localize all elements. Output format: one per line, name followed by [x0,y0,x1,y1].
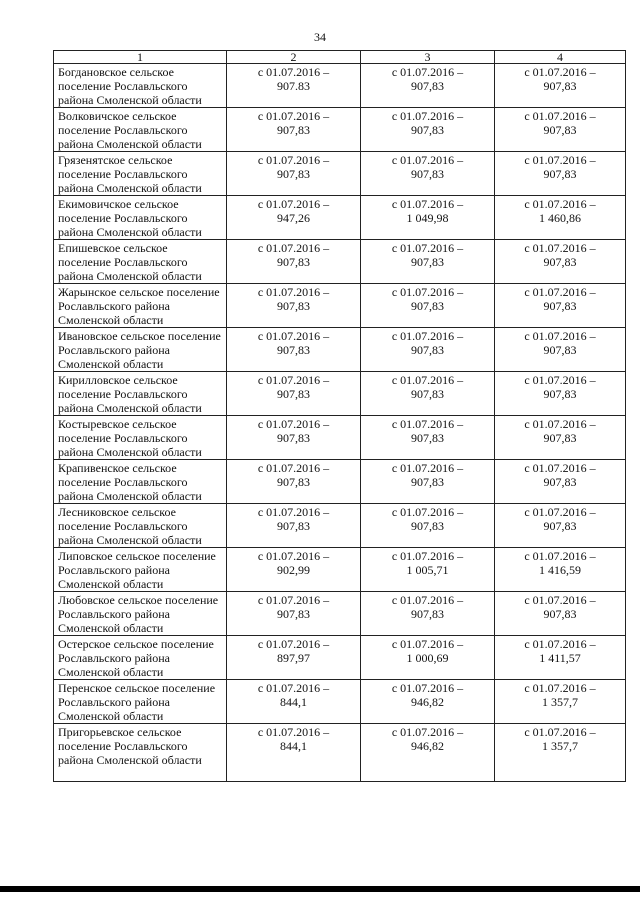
settlement-name-cell: Богдановское сельское поселение Рославльского района Смоленской области [54,64,227,108]
tariff-value-text: 897,97 [277,651,310,665]
tariff-date-text: с 01.07.2016 – [257,241,330,255]
tariff-value-text: 907,83 [277,607,310,621]
settlement-name-cell: Любовское сельское поселение Рославльского района Смоленской области [54,592,227,636]
tariff-cell-col3 [361,372,495,416]
tariff-date-text: с 01.07.2016 – [257,417,330,431]
tariff-cell-col2 [227,724,361,782]
table-row [54,240,626,284]
settlement-name-cell: Екимовичское сельское поселение Рославльского района Смоленской области [54,196,227,240]
tariff-cell-col3 [361,284,495,328]
tariff-value-text: 1 416,59 [539,563,581,577]
tariff-date-text: с 01.07.2016 – [257,505,330,519]
tariff-value-text: 907,83 [277,475,310,489]
settlement-name-cell: Крапивенское сельское поселение Рославльского района Смоленской области [54,460,227,504]
tariff-cell-col4 [495,284,626,328]
tariff-date-text: с 01.07.2016 – [524,329,596,343]
tariff-cell-col3 [361,548,495,592]
table-row [54,416,626,460]
tariff-cell-col2 [227,240,361,284]
tariff-date-text: с 01.07.2016 – [257,329,330,343]
tariff-cell-col2 [227,152,361,196]
tariff-date-text: с 01.07.2016 – [524,285,596,299]
tariff-cell-col4 [495,108,626,152]
tariff-date-text: с 01.07.2016 – [257,153,330,167]
tariff-date-text: с 01.07.2016 – [524,725,596,739]
tariff-cell-col4 [495,724,626,782]
tariff-value-text: 907,83 [411,123,444,137]
tariff-cell-col2 [227,680,361,724]
tariff-cell-col2 [227,328,361,372]
tariff-cell-col3 [361,240,495,284]
tariff-date-text: с 01.07.2016 – [391,241,464,255]
tariff-date-text: с 01.07.2016 – [524,461,596,475]
tariff-value-text: 907,83 [277,123,310,137]
tariff-cell-col3 [361,64,495,108]
settlement-name-cell: Лесниковское сельское поселение Рославльского района Смоленской области [54,504,227,548]
tariff-date-text: с 01.07.2016 – [524,637,596,651]
tariff-value-text: 907,83 [411,607,444,621]
table-row [54,284,626,328]
tariff-date-text: с 01.07.2016 – [391,373,464,387]
tariff-value-text: 907,83 [277,167,310,181]
tariff-value-text: 1 005,71 [406,563,449,577]
tariff-date-text: с 01.07.2016 – [257,725,330,739]
tariff-value-text: 907,83 [411,519,444,533]
settlement-name-cell: Костыревское сельское поселение Рославльского района Смоленской области [54,416,227,460]
tariff-value-text: 1 357,7 [542,695,578,709]
tariff-value-text: 844,1 [280,739,307,753]
table-row [54,592,626,636]
tariff-value-text: 844,1 [280,695,307,709]
tariff-value-text: 907,83 [411,255,444,269]
tariff-cell-col4 [495,64,626,108]
tariff-value-text: 1 460,86 [539,211,581,225]
table-row [54,372,626,416]
tariff-cell-col3 [361,724,495,782]
tariff-cell-col4 [495,460,626,504]
tariff-date-text: с 01.07.2016 – [391,417,464,431]
table-row [54,680,626,724]
table-body [54,64,626,782]
tariff-value-text: 907,83 [277,431,310,445]
tariff-cell-col2 [227,416,361,460]
page-number: 34 [314,30,326,44]
tariff-date-text: с 01.07.2016 – [524,373,596,387]
settlement-name-cell: Ивановское сельское поселение Рославльского района Смоленской области [54,328,227,372]
tariff-date-text: с 01.07.2016 – [257,285,330,299]
table-row [54,328,626,372]
tariff-value-text: 907,83 [277,299,310,313]
table-row [54,108,626,152]
tariff-date-text: с 01.07.2016 – [391,461,464,475]
tariff-value-text: 907,83 [543,387,577,401]
table-row [54,504,626,548]
tariff-value-text: 907,83 [277,255,310,269]
tariff-cell-col2 [227,108,361,152]
tariff-date-text: с 01.07.2016 – [257,593,330,607]
tariff-date-text: с 01.07.2016 – [391,505,464,519]
tariff-value-text: 902,99 [277,563,310,577]
tariff-cell-col2 [227,64,361,108]
tariff-value-text: 907,83 [543,431,577,445]
tariff-value-text: 907,83 [411,299,444,313]
tariff-value-text: 907,83 [543,343,577,357]
bottom-edge-bar [0,886,640,892]
settlement-name-cell: Остерское сельское поселение Рославльского района Смоленской области [54,636,227,680]
tariff-cell-col3 [361,108,495,152]
tariff-value-text: 1 357,7 [542,739,578,753]
tariff-value-text: 907,83 [543,299,577,313]
tariff-cell-col2 [227,592,361,636]
settlement-name-cell: Кирилловское сельское поселение Рославльского района Смоленской области [54,372,227,416]
tariff-date-text: с 01.07.2016 – [257,65,330,79]
tariff-value-text: 907,83 [411,431,444,445]
settlement-name-cell: Жарынское сельское поселение Рославльского района Смоленской области [54,284,227,328]
tariff-cell-col3 [361,592,495,636]
table-row [54,64,626,108]
tariff-date-text: с 01.07.2016 – [391,65,464,79]
table-row [54,548,626,592]
tariff-date-text: с 01.07.2016 – [257,461,330,475]
tariff-cell-col2 [227,504,361,548]
tariff-date-text: с 01.07.2016 – [257,197,330,211]
tariff-value-text: 1 000,69 [406,651,449,665]
tariff-value-text: 946,82 [411,695,444,709]
tariff-cell-col3 [361,460,495,504]
tariff-date-text: с 01.07.2016 – [391,637,464,651]
tariff-date-text: с 01.07.2016 – [391,285,464,299]
tariff-cell-col4 [495,372,626,416]
tariff-table [53,50,626,782]
tariff-cell-col3 [361,636,495,680]
tariff-cell-col4 [495,196,626,240]
settlement-name-cell: Епишевское сельское поселение Рославльского района Смоленской области [54,240,227,284]
tariff-cell-col3 [361,152,495,196]
tariff-date-text: с 01.07.2016 – [257,549,330,563]
tariff-cell-col4 [495,592,626,636]
tariff-value-text: 907,83 [543,607,577,621]
tariff-date-text: с 01.07.2016 – [391,593,464,607]
tariff-value-text: 907.83 [277,79,310,93]
tariff-date-text: с 01.07.2016 – [524,197,596,211]
column-header-1: 1 [54,51,227,64]
settlement-name-cell: Волковичское сельское поселение Рославльского района Смоленской области [54,108,227,152]
column-header-4: 4 [495,51,626,64]
tariff-cell-col2 [227,196,361,240]
tariff-cell-col2 [227,460,361,504]
table-row [54,460,626,504]
tariff-value-text: 907,83 [543,519,577,533]
tariff-cell-col4 [495,680,626,724]
tariff-date-text: с 01.07.2016 – [524,593,596,607]
tariff-value-text: 907,83 [411,387,444,401]
tariff-cell-col3 [361,680,495,724]
tariff-date-text: с 01.07.2016 – [257,373,330,387]
tariff-date-text: с 01.07.2016 – [524,681,596,695]
tariff-value-text: 907,83 [411,343,444,357]
tariff-date-text: с 01.07.2016 – [257,637,330,651]
tariff-date-text: с 01.07.2016 – [257,681,330,695]
settlement-name-cell: Грязенятское сельское поселение Рославльского района Смоленской области [54,152,227,196]
tariff-date-text: с 01.07.2016 – [391,725,464,739]
column-header-3: 3 [361,51,495,64]
tariff-value-text: 907,83 [411,167,444,181]
column-header-2: 2 [227,51,361,64]
tariff-value-text: 907,83 [543,79,577,93]
tariff-date-text: с 01.07.2016 – [391,153,464,167]
tariff-cell-col2 [227,548,361,592]
settlement-name-cell: Пригорьевское сельское поселение Рославльского района Смоленской области [54,724,227,782]
tariff-cell-col3 [361,196,495,240]
tariff-value-text: 1 411,57 [539,651,581,665]
tariff-value-text: 946,82 [411,739,444,753]
tariff-date-text: с 01.07.2016 – [524,153,596,167]
tariff-cell-col4 [495,240,626,284]
table-header-row [54,51,626,64]
tariff-cell-col3 [361,504,495,548]
table-row [54,636,626,680]
tariff-date-text: с 01.07.2016 – [391,681,464,695]
tariff-cell-col3 [361,328,495,372]
tariff-date-text: с 01.07.2016 – [391,109,464,123]
tariff-date-text: с 01.07.2016 – [524,417,596,431]
table-row [54,152,626,196]
tariff-date-text: с 01.07.2016 – [524,549,596,563]
tariff-date-text: с 01.07.2016 – [391,197,464,211]
settlement-name-cell: Перенское сельское поселение Рославльского района Смоленской области [54,680,227,724]
tariff-cell-col4 [495,152,626,196]
tariff-date-text: с 01.07.2016 – [257,109,330,123]
tariff-value-text: 907,83 [543,167,577,181]
tariff-date-text: с 01.07.2016 – [391,549,464,563]
table-row [54,724,626,782]
tariff-cell-col4 [495,636,626,680]
tariff-cell-col2 [227,284,361,328]
tariff-cell-col4 [495,504,626,548]
tariff-value-text: 947,26 [277,211,310,225]
table-row [54,196,626,240]
tariff-date-text: с 01.07.2016 – [524,505,596,519]
tariff-value-text: 907,83 [411,475,444,489]
tariff-cell-col2 [227,636,361,680]
tariff-date-text: с 01.07.2016 – [524,65,596,79]
tariff-date-text: с 01.07.2016 – [391,329,464,343]
tariff-value-text: 907,83 [411,79,444,93]
tariff-cell-col4 [495,548,626,592]
tariff-value-text: 1 049,98 [406,211,449,225]
tariff-value-text: 907,83 [543,475,577,489]
tariff-value-text: 907,83 [277,519,310,533]
tariff-value-text: 907,83 [277,343,310,357]
tariff-cell-col4 [495,328,626,372]
settlement-name-cell: Липовское сельское поселение Рославльского района Смоленской области [54,548,227,592]
tariff-value-text: 907,83 [543,255,577,269]
tariff-date-text: с 01.07.2016 – [524,109,596,123]
tariff-value-text: 907,83 [277,387,310,401]
tariff-value-text: 907,83 [543,123,577,137]
tariff-cell-col3 [361,416,495,460]
tariff-cell-col4 [495,416,626,460]
tariff-cell-col2 [227,372,361,416]
tariff-date-text: с 01.07.2016 – [524,241,596,255]
